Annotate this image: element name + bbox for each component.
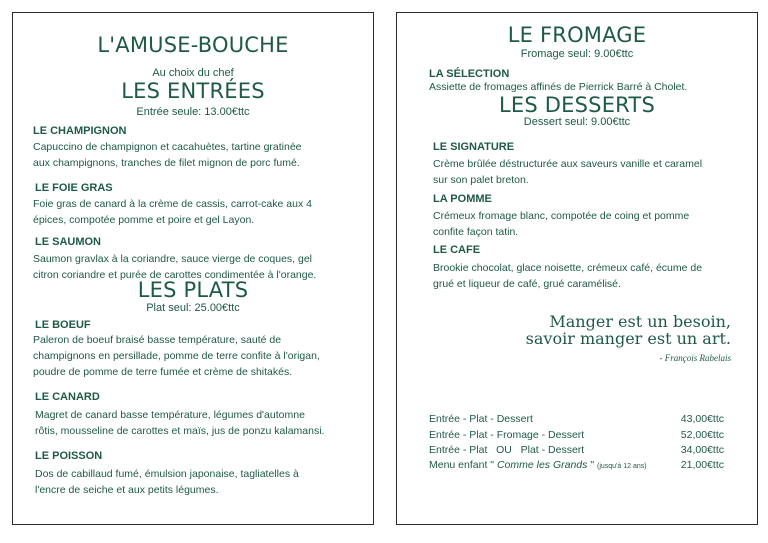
item-title: LE BOEUF	[35, 319, 91, 331]
enfant-age: (jusqu'à 12 ans)	[596, 463, 647, 470]
desc-line: Crémeux fromage blanc, compotée de coing et pomme	[433, 210, 690, 222]
desc-line: Crème brûlée déstructurée aux saveurs vanille et caramel	[433, 158, 703, 170]
quote-line: savoir manger est un art.	[525, 329, 731, 348]
item-description	[433, 156, 702, 188]
left-page	[12, 12, 374, 525]
desc-line: Dos de cabillaud fumé, émulsion japonaise, tagliatelles à	[35, 468, 299, 480]
enfant-close-quote: "	[590, 459, 595, 471]
enfant-name: Comme les Grands	[496, 459, 588, 471]
item-title: LA POMME	[433, 193, 492, 205]
desc-line: l'encre de seiche et aux petits légumes.	[35, 484, 219, 496]
menu-row	[429, 429, 724, 441]
menu-label: Entrée - Plat - Fromage - Dessert	[429, 429, 585, 441]
fromage-title: LE FROMAGE	[507, 23, 647, 47]
item-title: LE CANARD	[35, 391, 100, 403]
menu-price: 34,00€ttc	[680, 444, 724, 456]
quote-author: - François Rabelais	[659, 353, 731, 363]
menu-label: Entrée - Plat - Dessert	[429, 413, 533, 425]
item-description: Assiette de fromages affinés de Pierrick Barré à Cholet.	[429, 81, 688, 93]
quote	[431, 313, 731, 347]
enfant-label: Menu enfant "	[429, 459, 495, 471]
desc-line: Magret de canard basse température, légumes d'automne	[35, 409, 305, 421]
desc-line: Paleron de boeuf braisé basse température, sauté de	[33, 334, 282, 346]
item-description	[33, 332, 320, 380]
item-title: LE CAFE	[433, 244, 481, 256]
item-description	[35, 466, 299, 498]
menu-price: 43,00€ttc	[680, 413, 724, 425]
item-title: LE CHAMPIGNON	[33, 125, 127, 137]
item-title: LE FOIE GRAS	[35, 182, 113, 194]
amuse-bouche-title: L'AMUSE-BOUCHE	[97, 33, 289, 57]
menu-label: Entrée - Plat OU Plat - Dessert	[429, 444, 585, 456]
item-description	[35, 407, 324, 439]
fromage-price: Fromage seul: 9.00€ttc	[520, 48, 634, 60]
amuse-bouche-subtitle: Au choix du chef	[152, 67, 234, 79]
desserts-title: LES DESSERTS	[499, 93, 655, 117]
menu-price: 52,00€ttc	[680, 429, 724, 441]
desc-line: citron coriandre et purée de carottes condimentée à l'orange.	[33, 269, 317, 281]
desc-line: aux champignons, tranches de filet mignon de porc fumé.	[33, 157, 300, 169]
item-title: LE POISSON	[35, 450, 103, 462]
entrees-title: LES ENTRÉES	[121, 79, 265, 103]
item-title: LE SAUMON	[35, 236, 101, 248]
item-description	[433, 260, 702, 292]
item-description	[433, 208, 689, 240]
item-description	[33, 196, 312, 228]
quote-line: Manger est un besoin,	[549, 312, 731, 331]
desc-line: poudre de pomme de terre fumée et crème de shitakés.	[33, 366, 293, 378]
menu-price: 21,00€ttc	[680, 459, 724, 471]
desc-line: Capuccino de champignon et cacahuètes, tartine gratinée	[33, 141, 302, 153]
item-description	[33, 139, 302, 171]
desc-line: rôtis, mousseline de carottes et maïs, jus de ponzu kalamansi.	[35, 425, 325, 437]
plats-title: LES PLATS	[137, 278, 249, 302]
desc-line: Brookie chocolat, glace noisette, crémeux café, écume de	[433, 262, 703, 274]
desserts-price: Dessert seul: 9.00€ttc	[523, 116, 631, 128]
menu-row-enfant	[429, 459, 724, 471]
plats-price: Plat seul: 25.00€ttc	[146, 302, 240, 314]
desc-line: Foie gras de canard à la crème de cassis, carrot-cake aux 4	[33, 198, 312, 210]
desc-line: grué et liqueur de café, grué caramélisé.	[433, 278, 621, 290]
desc-line: confite façon tatin.	[433, 226, 519, 238]
menu-row	[429, 444, 724, 456]
desc-line: Saumon gravlax à la coriandre, sauce vierge de coques, gel	[33, 253, 312, 265]
desc-line: sur son palet breton.	[433, 174, 529, 186]
item-title: LA SÉLECTION	[429, 68, 510, 80]
desc-line: champignons en persillade, pomme de terre confite à l'origan,	[33, 350, 320, 362]
entrees-price: Entrée seule: 13.00€ttc	[136, 106, 250, 118]
menu-enfant-label	[429, 459, 647, 471]
right-page	[396, 12, 758, 525]
menu-row	[429, 413, 724, 425]
desc-line: épices, compotée pomme et poire et gel Layon.	[33, 214, 255, 226]
item-title: LE SIGNATURE	[433, 141, 515, 153]
